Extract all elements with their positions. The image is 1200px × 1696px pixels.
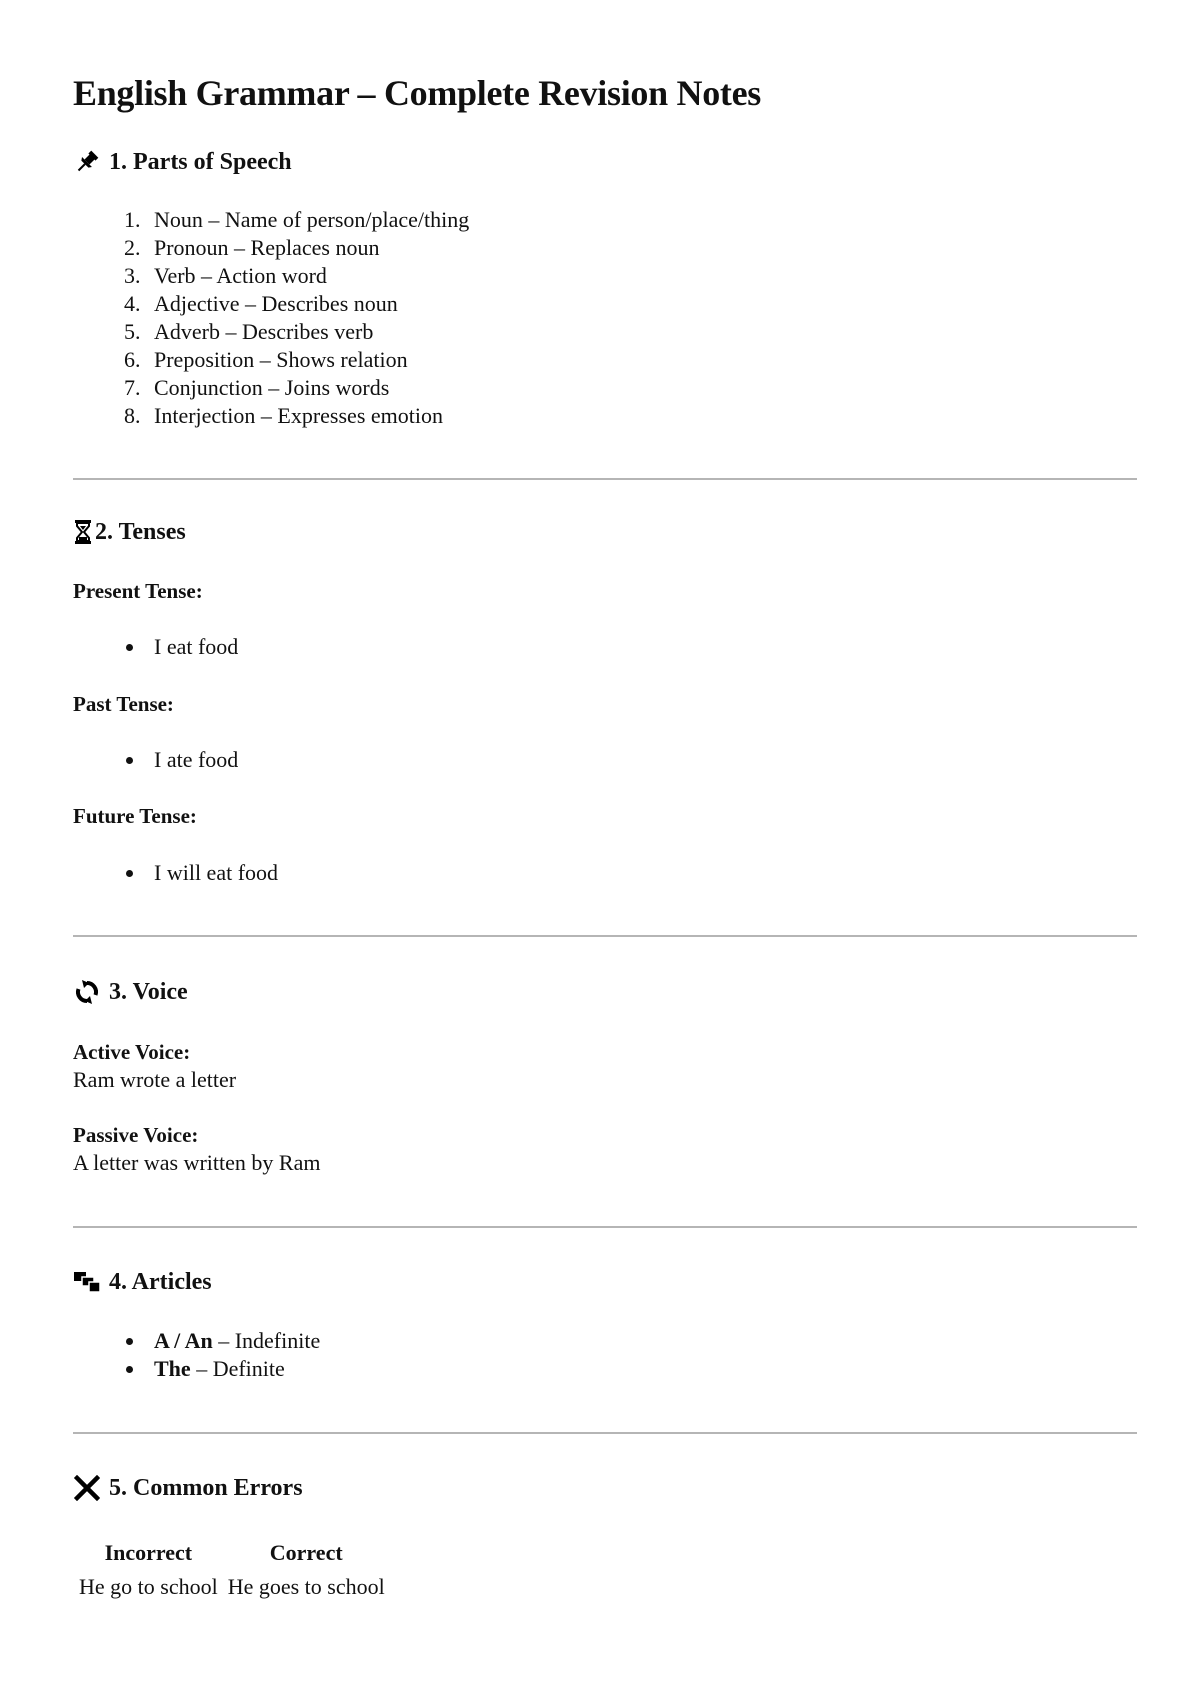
future-tense-label: Future Tense: xyxy=(73,804,197,828)
list-item: 2. Pronoun – Replaces noun xyxy=(146,234,469,262)
section-heading-text: 4. Articles xyxy=(109,1268,212,1295)
present-tense-examples xyxy=(73,633,238,661)
list-item: 3. Verb – Action word xyxy=(146,262,469,290)
articles-list xyxy=(73,1327,320,1383)
hourglass-icon xyxy=(73,518,93,546)
article-desc: – Definite xyxy=(190,1356,285,1381)
pushpin-icon xyxy=(73,148,101,176)
column-header-incorrect: Incorrect xyxy=(104,1540,193,1565)
section-heading-voice xyxy=(73,978,188,1006)
active-voice-block xyxy=(73,1038,236,1094)
table-header-row xyxy=(75,1538,389,1570)
common-errors-table xyxy=(73,1536,391,1604)
table-row xyxy=(75,1572,389,1602)
list-item: • I eat food xyxy=(146,633,238,661)
section-heading-text: 1. Parts of Speech xyxy=(109,148,292,175)
refresh-icon xyxy=(73,978,101,1006)
section-heading-tenses xyxy=(73,518,186,546)
active-voice-example: Ram wrote a letter xyxy=(73,1067,237,1092)
section-heading-text: 3. Voice xyxy=(109,978,188,1005)
list-item: 8. Interjection – Expresses emotion xyxy=(146,402,469,430)
present-tense-label: Present Tense: xyxy=(73,579,203,603)
section-divider xyxy=(73,1226,1137,1228)
section-divider xyxy=(73,935,1137,937)
past-tense-examples xyxy=(73,746,238,774)
section-heading-text: 2. Tenses xyxy=(95,518,186,545)
list-item: • I will eat food xyxy=(146,859,278,887)
list-item xyxy=(146,1327,320,1355)
stacked-books-icon xyxy=(73,1268,101,1296)
cross-icon xyxy=(73,1474,101,1502)
future-tense-examples xyxy=(73,859,278,887)
section-heading-common-errors xyxy=(73,1474,303,1502)
list-item: 5. Adverb – Describes verb xyxy=(146,318,469,346)
active-voice-label: Active Voice: xyxy=(73,1040,191,1064)
passive-voice-block xyxy=(73,1121,320,1177)
list-item: 6. Preposition – Shows relation xyxy=(146,346,469,374)
list-item: 4. Adjective – Describes noun xyxy=(146,290,469,318)
page-title: English Grammar – Complete Revision Notes xyxy=(73,73,761,113)
column-header-correct: Correct xyxy=(269,1540,343,1565)
section-divider xyxy=(73,1432,1137,1434)
article-desc: – Indefinite xyxy=(212,1328,321,1353)
correct-cell: He goes to school xyxy=(227,1574,385,1599)
list-item: 7. Conjunction – Joins words xyxy=(146,374,469,402)
list-item: 1. Noun – Name of person/place/thing xyxy=(146,206,469,234)
section-heading-text: 5. Common Errors xyxy=(109,1474,303,1501)
article-term: A / An xyxy=(154,1328,213,1353)
past-tense-label: Past Tense: xyxy=(73,692,174,716)
list-item xyxy=(146,1355,320,1383)
incorrect-cell: He go to school xyxy=(79,1574,218,1599)
section-divider xyxy=(73,478,1137,480)
passive-voice-example: A letter was written by Ram xyxy=(73,1150,321,1175)
section-heading-parts-of-speech xyxy=(73,148,292,176)
passive-voice-label: Passive Voice: xyxy=(73,1123,199,1147)
article-term: The xyxy=(154,1356,191,1381)
parts-of-speech-list xyxy=(73,206,469,430)
section-heading-articles xyxy=(73,1268,212,1296)
list-item: • I ate food xyxy=(146,746,238,774)
